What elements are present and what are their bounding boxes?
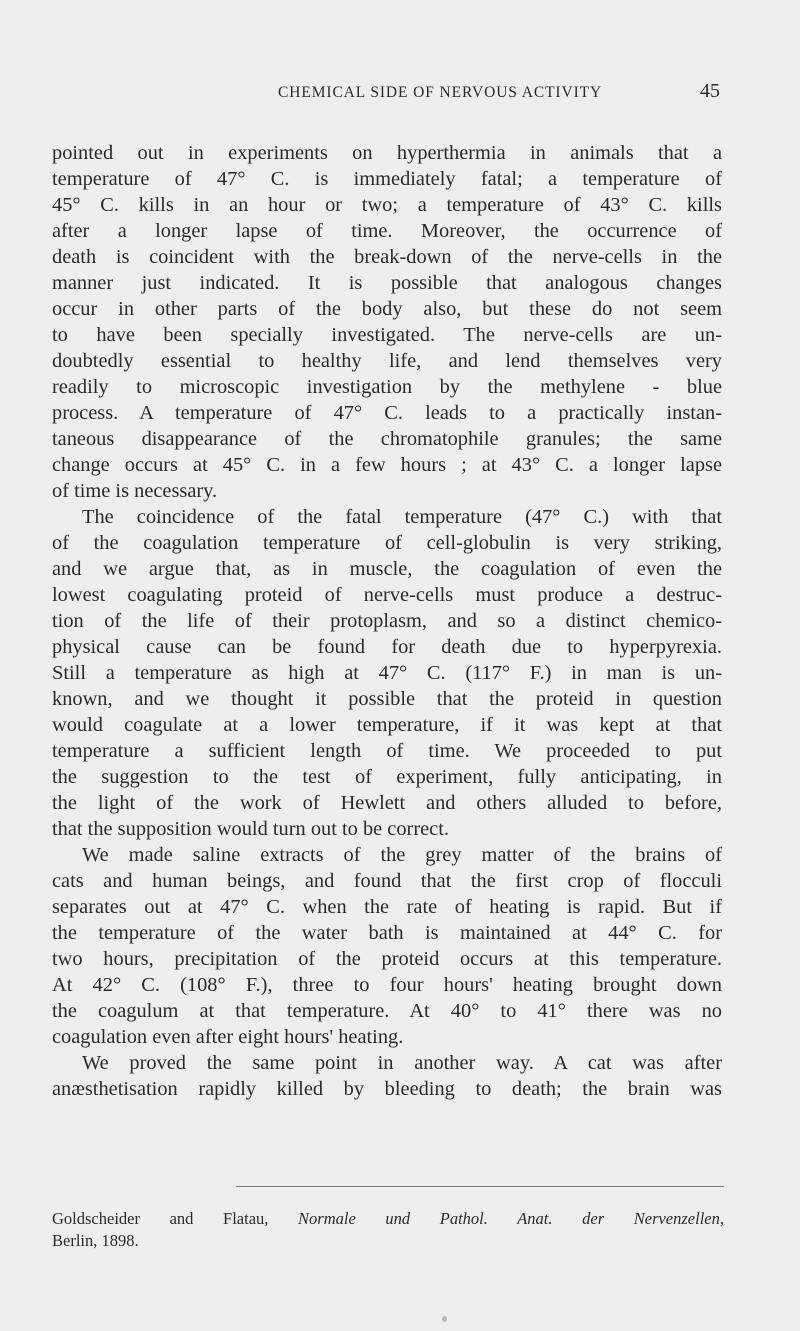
footnote-line — [52, 1208, 724, 1230]
text-line: the temperature of the water bath is maintained at 44° C. for — [52, 922, 722, 944]
text-line: that the supposition would turn out to be correct. — [52, 818, 449, 840]
text-line: tion of the life of their protoplasm, and so a distinct chemico- — [52, 610, 722, 632]
text-line: to have been specially investigated. The nerve-cells are un- — [52, 324, 722, 346]
text-line: Still a temperature as high at 47° C. (117° F.) in man is un- — [52, 662, 722, 684]
footnote-title: Normale und Pathol. Anat. der Nervenzellen — [298, 1209, 720, 1228]
text-line: pointed out in experiments on hyperthermia in animals that a — [52, 142, 722, 164]
text-line: lowest coagulating proteid of nerve-cells must produce a destruc- — [52, 584, 722, 606]
text-line: At 42° C. (108° F.), three to four hours' heating brought down — [52, 974, 722, 996]
text-line: anæsthetisation rapidly killed by bleeding to death; the brain was — [52, 1078, 722, 1100]
footnote-rule — [236, 1186, 724, 1187]
text-line: 45° C. kills in an hour or two; a temperature of 43° C. kills — [52, 194, 722, 216]
text-line: the suggestion to the test of experiment, fully anticipating, in — [52, 766, 722, 788]
text-line: death is coincident with the break-down of the nerve-cells in the — [52, 246, 722, 268]
text-line: after a longer lapse of time. Moreover, the occurrence of — [52, 220, 722, 242]
footnote-place-year: Berlin, 1898. — [52, 1231, 139, 1250]
text-line: manner just indicated. It is possible that analogous changes — [52, 272, 722, 294]
text-line: process. A temperature of 47° C. leads to a practically instan- — [52, 402, 722, 424]
text-line: The coincidence of the fatal temperature (47° C.) with that — [82, 506, 722, 528]
text-line: physical cause can be found for death due to hyperpyrexia. — [52, 636, 722, 658]
page-header — [52, 80, 720, 108]
text-line: cats and human beings, and found that the first crop of flocculi — [52, 870, 722, 892]
text-line: of time is necessary. — [52, 480, 218, 502]
running-head: CHEMICAL SIDE OF NERVOUS ACTIVITY — [278, 84, 603, 101]
text-line: occur in other parts of the body also, but these do not seem — [52, 298, 722, 320]
text-line: readily to microscopic investigation by the methylene - blue — [52, 376, 722, 398]
footnote — [52, 1208, 724, 1252]
text-line: known, and we thought it possible that the proteid in question — [52, 688, 722, 710]
text-line: temperature a sufficient length of time. We proceeded to put — [52, 740, 722, 762]
body-text — [52, 140, 722, 1102]
text-line: the light of the work of Hewlett and others alluded to before, — [52, 792, 722, 814]
footnote-line — [52, 1230, 724, 1252]
text-line: doubtedly essential to healthy life, and lend themselves very — [52, 350, 722, 372]
text-line: separates out at 47° C. when the rate of heating is rapid. But if — [52, 896, 722, 918]
footnote-authors: Goldscheider and Flatau, — [52, 1209, 299, 1228]
page-speck — [442, 1316, 447, 1322]
text-line: We made saline extracts of the grey matter of the brains of — [82, 844, 722, 866]
text-line: the coagulum at that temperature. At 40° to 41° there was no — [52, 1000, 722, 1022]
text-line: two hours, precipitation of the proteid occurs at this temperature. — [52, 948, 722, 970]
text-line: coagulation even after eight hours' heating. — [52, 1026, 404, 1048]
text-line: change occurs at 45° C. in a few hours ; at 43° C. a longer lapse — [52, 454, 722, 476]
page-number: 45 — [700, 80, 720, 102]
text-line: temperature of 47° C. is immediately fatal; a temperature of — [52, 168, 722, 190]
text-line: and we argue that, as in muscle, the coagulation of even the — [52, 558, 722, 580]
footnote-comma: , — [719, 1209, 724, 1228]
text-line: We proved the same point in another way. A cat was after — [82, 1052, 722, 1074]
text-line: taneous disappearance of the chromatophile granules; the same — [52, 428, 722, 450]
text-line: would coagulate at a lower temperature, if it was kept at that — [52, 714, 722, 736]
text-line: of the coagulation temperature of cell-globulin is very striking, — [52, 532, 722, 554]
